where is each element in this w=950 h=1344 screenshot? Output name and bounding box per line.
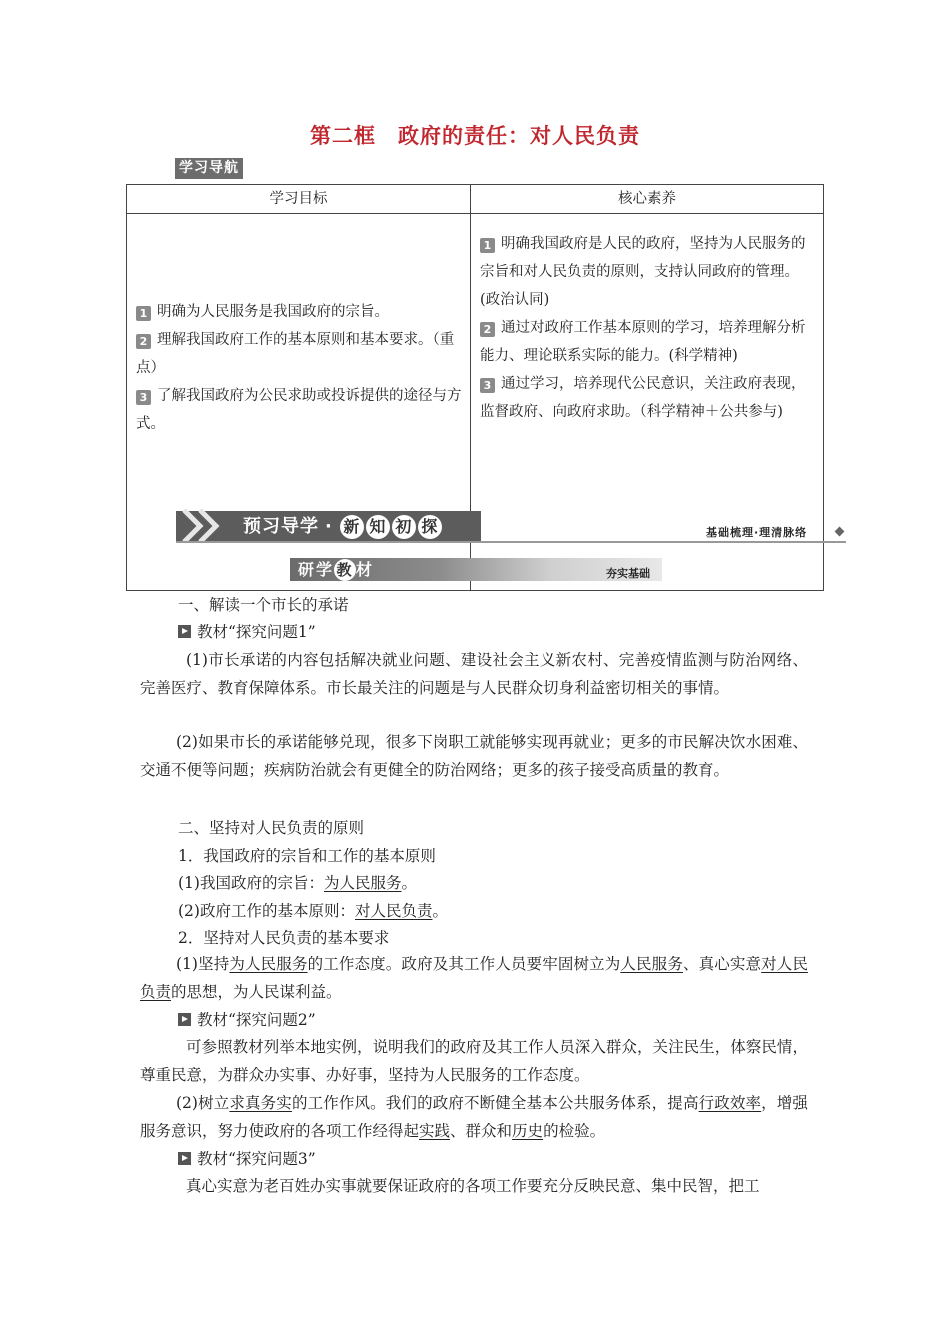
subheading-2: 2．坚持对人民负责的基本要求 [178,929,390,947]
section-banner-subtitle: 基础梳理·理清脉络 [706,526,808,539]
literacy-item: 2 通过对政府工作基本原则的学习，培养理解分析能力、理论联系实际的能力。(科学精神) [480,320,806,364]
number-badge-icon: 2 [480,322,495,337]
requirement-1: (1)坚持为人民服务的工作态度。政府及其工作人员要牢固树立为人民服务、真心实意对人民负责的思想，为人民谋利益。 [140,955,808,1001]
literacy-item: 1 明确我国政府是人民的政府，坚持为人民服务的宗旨和对人民负责的原则，支持认同政府的管理。(政治认同) [480,236,806,308]
answer-2: (2)如果市长的承诺能够兑现，很多下岗职工就能够实现再就业；更多的市民解决饮水困难、交通不便等问题；疾病防治就会有更健全的防治网络；更多的孩子接受高质量的教育。 [140,733,808,779]
answer-4: 真心实意为老百姓办实事就要保证政府的各项工作要充分反映民意、集中民智，把工 [186,1177,760,1195]
literacy-item: 3 通过学习，培养现代公民意识，关注政府表现，监督政府、向政府求助。（科学精神＋公共参与) [480,376,806,420]
page-title: 第二框 政府的责任：对人民负责 [310,124,640,148]
sub-banner-subtitle: 夯实基础 [606,567,650,580]
play-icon [178,1013,191,1026]
col-header-goals: 学习目标 [127,185,471,214]
requirement-2: (2)树立求真务实的工作作风。我们的政府不断健全基本公共服务体系，提高行政效率，增强服务意识，努力使政府的各项工作经得起实践、群众和历史的检验。 [140,1094,808,1140]
subheading-1: 1．我国政府的宗旨和工作的基本原则 [178,847,436,865]
purpose-line: (1)我国政府的宗旨：为人民服务。 [178,874,417,892]
number-badge-icon: 3 [136,390,151,405]
diamond-icon [835,527,845,537]
goal-item: 2 理解我国政府工作的基本原则和基本要求。（重点） [136,332,455,376]
answer-3: 可参照教材列举本地实例，说明我们的政府及其工作人员深入群众，关注民生，体察民情，尊重民意，为群众办实事、办好事，坚持为人民服务的工作态度。 [140,1038,808,1084]
col-header-literacy: 核心素养 [471,185,824,214]
sub-banner-title: 研学 教 材 [298,560,375,579]
section-banner-title: 预习导学 · 新 知 初 探 [243,513,443,540]
question-3: 教材“探究问题3” [178,1147,316,1169]
goal-item: 1 明确为人民服务是我国政府的宗旨。 [136,298,462,326]
number-badge-icon: 1 [136,306,151,321]
goal-item: 3 了解我国政府为公民求助或投诉提供的途径与方式。 [136,388,462,432]
play-icon [178,625,191,638]
heading-2: 二、坚持对人民负责的原则 [178,819,365,837]
number-badge-icon: 2 [136,334,151,349]
heading-1: 一、解读一个市长的承诺 [178,596,349,614]
play-icon [178,1152,191,1165]
number-badge-icon: 1 [480,238,495,253]
chevron-right-icon [180,506,232,546]
divider [176,541,846,543]
principle-line: (2)政府工作的基本原则：对人民负责。 [178,902,448,920]
study-guide-tag: 学习导航 [175,158,243,179]
answer-1: (1)市长承诺的内容包括解决就业问题、建设社会主义新农村、完善疫情监测与防治网络、完善医疗、教育保障体系。市长最关注的问题是与人民群众切身利益密切相关的事情。 [140,651,808,697]
question-1: 教材“探究问题1” [178,620,316,642]
question-2: 教材“探究问题2” [178,1008,316,1030]
number-badge-icon: 3 [480,378,495,393]
